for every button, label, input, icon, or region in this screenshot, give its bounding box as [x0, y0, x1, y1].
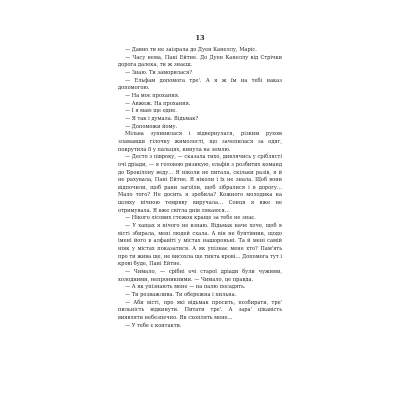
paragraph: — Аби вісті, про які відьмак просить, позбирати, тре' пильність відкинути. Питати тре'. А зара' цікавість виявляти небезпечно. Як схоплять мене… — [118, 299, 282, 321]
paragraph: — Допоможи йому. — [125, 123, 178, 130]
paragraph: — Ти розважлива. Ти обережна і пильна. — [125, 292, 237, 298]
paragraph: — Авжеж. На прохання. — [125, 100, 191, 107]
paragraph: — У тебе є контакти. — [125, 322, 182, 329]
page-number: 13 — [195, 34, 205, 42]
paragraph: — У хащах я нічого не взнаю. Відьмак наче хоче, щоб я вісті збирала, мені людей схала. А він не бунтівник, щодо імені його в алфавіті у містах нашороньні. Та й мені самій ніяк у містах показатися. А як упізнає мене хто? Пам'ять про ти жива ще, не висохла ще тинта крові… Допомога тут і крові буде, Пані Ейтне. — [118, 223, 282, 268]
paragraph: Мільва зупинилася і відвернулася, різким рухом зламавши гілочку жимолості, що зачепилася за одяг, покрутила її у пальцях, кинула на землю. — [118, 131, 282, 153]
paragraph: — Десто з півроку, — сказала тихо, дивлячись у сріблясті очі дріади, — я головою ризикую, ельфів з розбитих команд до Брокілону веду… Я ніколи не питала, скільки разів, я й не рахувала, Пані Ейтне. Я ніколи і їх не знала. Щоб вони відпочили, щоб рани загоїли, щоб зібралися і в дорогу… Мало того? Не досить я зробила? Кожного молодика на шляху нічною темряву виручала… Сонця я вже не отримувала. Я вже світла днів лякаюся… — [118, 154, 282, 214]
body-text — [118, 47, 282, 330]
paragraph: — Давно ти не заізрала до Дуен Канеллу, Маріс. — [125, 47, 257, 53]
paragraph: — Нікого лісових стежок краще за тебе не знає. — [125, 215, 256, 222]
paragraph: — А як упізнають мене — на палю посадять. — [125, 284, 246, 291]
paragraph: — Ельфам допомога тре'. А я ж їм на тебі наказ допомогою. — [118, 77, 282, 92]
paragraph: — Я так і думала. Відьмак? — [125, 115, 199, 122]
paragraph: — На моє прохання. — [125, 92, 180, 99]
paragraph: — Знаю. Ти заморилася? — [125, 69, 192, 76]
paragraph: — І я маю ще одне. — [125, 108, 177, 115]
paragraph: — Чимало, — срібні очі старої дріади були чужими, холодними, непроникними. — Чимало, це правда. — [118, 269, 282, 283]
paragraph: — Часу нема, Пані Ейтне. До Дуен Канеллу від Стрічки дорога далека, ти ж знаєш. — [118, 54, 282, 69]
